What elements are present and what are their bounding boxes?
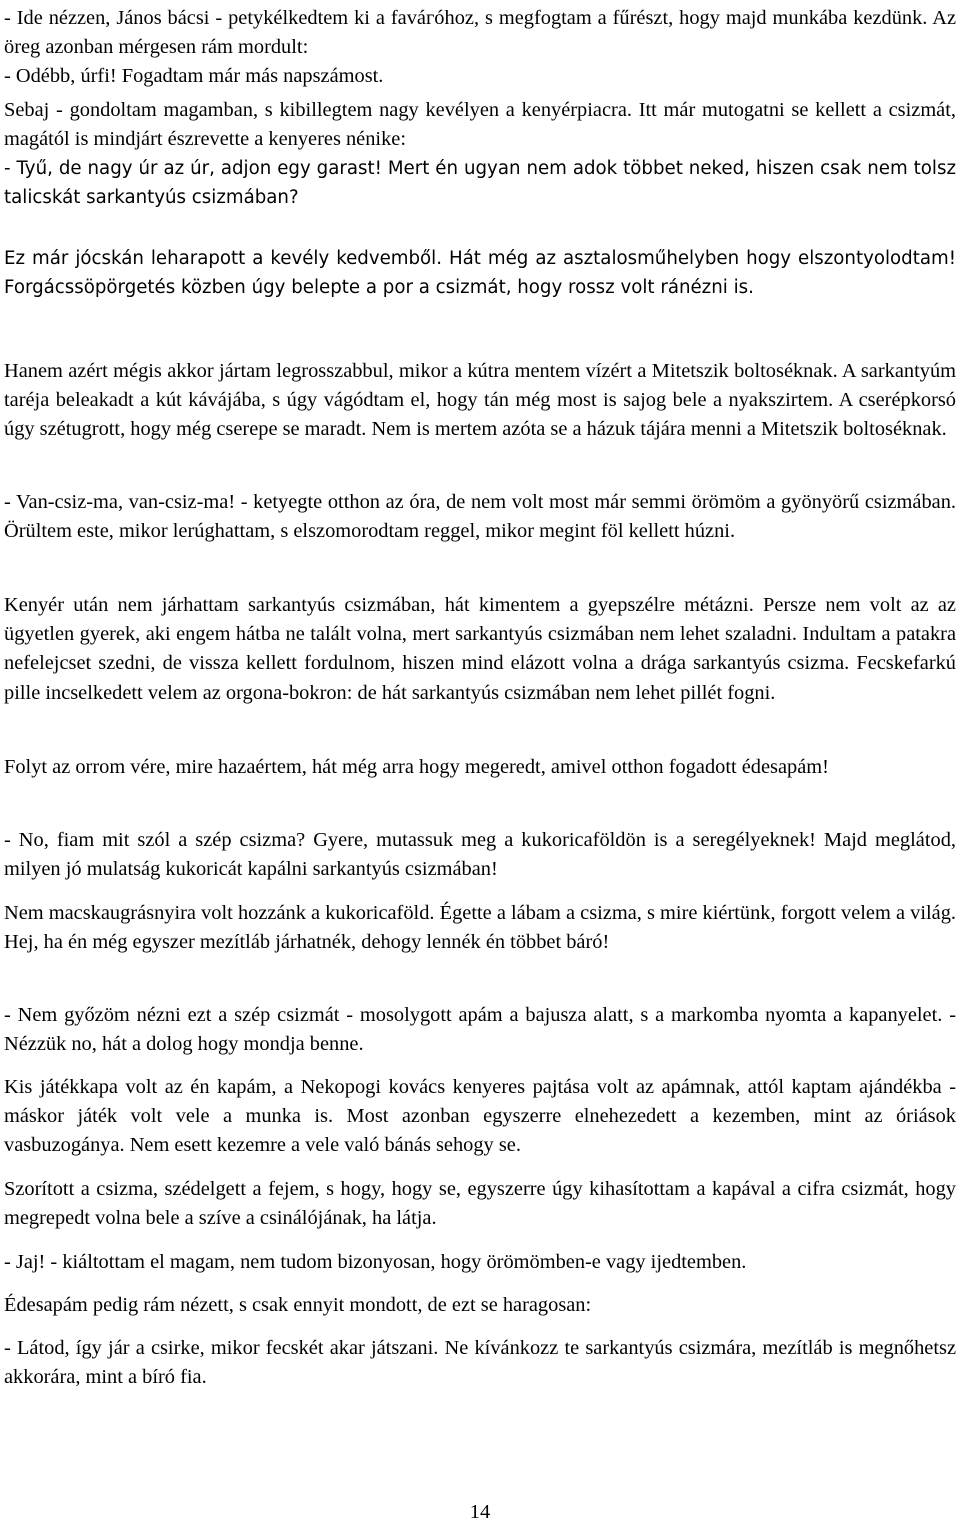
page-number: 14 bbox=[469, 1501, 491, 1523]
paragraph-16: Édesapám pedig rám nézett, s csak ennyit mondott, de ezt se haragosan: bbox=[4, 1294, 592, 1316]
paragraph-14: Szorított a csizma, szédelgett a fejem, s hogy, hogy se, egyszerre úgy kihasítottam a kapával a cifra csizmát, hogy megrepedt volna bele a szíve a csinálójának, ha látja. bbox=[4, 1178, 956, 1230]
paragraph-12: - Nem győzöm nézni ezt a szép csizmát - mosolygott apám a bajusza alatt, s a markomba nyomta a kapanyelet. - Nézzük no, hát a dolog hogy mondja benne. bbox=[4, 1004, 956, 1056]
paragraph-17: - Látod, így jár a csirke, mikor fecskét akar játszani. Ne kívánkozz te sarkantyús csizmára, mezítláb is megnőhetsz akkorára, mint a bíró fia. bbox=[4, 1337, 956, 1389]
paragraph-2: - Odébb, úrfi! Fogadtam már más napszámost. bbox=[4, 65, 384, 87]
paragraph-11: Nem macskaugrásnyira volt hozzánk a kukoricaföld. Égette a lábam a csizma, s mire kiértünk, forgott velem a világ. Hej, ha én még egyszer mezítláb járhatnék, dehogy lennék én többet báró! bbox=[4, 902, 956, 954]
paragraph-6: Hanem azért mégis akkor jártam legrosszabbul, mikor a kútra mentem vízért a Mitetszik boltoséknak. A sarkantyúm taréja beleakadt a kút káváјába, s úgy vágódtam el, hogy tán még most is sajog bele a nyakszirtem. A cserépkorsó úgy szétugrott, hogy még cserepe se maradt. Nem is mertem azóta se a házuk tájára menni a Mitetszik boltoséknak. bbox=[4, 360, 956, 441]
paragraph-13: Kis játékkapa volt az én kapám, a Nekopogi kovács kenyeres pajtása volt az apámnak, attól kaptam ajándékba - máskor játék volt vele a munka is. Most azonban egyszerre elnehezedett a kezemben, mint az óriások vasbuzogánya. Nem esett kezemre a vele való bánás sehogy se. bbox=[4, 1076, 956, 1157]
paragraph-1: - Ide nézzen, János bácsi - petykélkedtem ki a faváгóhoz, s megfogtam a fűrészt, hogy majd munkába kezdünk. Az öreg azonban mérgesen rám mordult: bbox=[4, 7, 956, 59]
paragraph-8: Kenyér után nem járhattam sarkantyús csizmában, hát kimentem a gyepszélre métázni. Persze nem volt az az ügyetlen gyerek, aki engem hátba ne talált volna, mert sarkantyús csizmában nem lehet szaladni. Indultam a patakra nefelejcset szedni, de vissza kellett fordulnom, hiszen mind elázott volna a drága sarkantyús csizma. Fecskefarkú pille incselkedett velem az orgona-bokron: de hát sarkantyús csizmában nem lehet pillét fogni. bbox=[4, 594, 956, 704]
paragraph-15: - Jaj! - kiáltottam el magam, nem tudom bizonyosan, hogy örömömben-e vagy ijedtemben. bbox=[4, 1251, 747, 1273]
paragraph-4: - Tyű, de nagy úr az úr, adjon egy garast! Mert én ugyan nem adok többet neked, hiszen csak nem tolsz talicskát sarkantyús csizmában? bbox=[4, 158, 956, 209]
paragraph-10: - No, fiam mit szól a szép csizma? Gyere, mutassuk meg a kukoricaföldön is a seregélyeknek! Majd meglátod, milyen jó mulatság kukoricát kapálni sarkantyús csizmában! bbox=[4, 829, 956, 881]
paragraph-7: - Van-csiz-ma, van-csiz-ma! - ketyegte otthon az óra, de nem volt most már semmi örömöm a gyönyörű csizmában. Örültem este, mikor lerúghattam, s elszomorodtam reggel, mikor megint föl kellett húzni. bbox=[4, 491, 956, 543]
paragraph-3: Sebaj - gondoltam magamban, s kibillegtem nagy kevélyen a kenyérpiacra. Itt már mutogatni se kellett a csizmát, magától is mindjárt észrevette a kenyeres nénike: bbox=[4, 99, 956, 151]
paragraph-5: Ez már jócskán leharapott a kevély kedvemből. Hát még az asztalosműhelyben hogy elszontyolodtam! Forgácssöpörgetés közben úgy belepte a por a csizmát, hogy rossz volt ránézni is. bbox=[4, 248, 956, 299]
paragraph-9: Folyt az orrom vére, mire hazaértem, hát még arra hogy megeredt, amivel otthon fogadott édesapám! bbox=[4, 756, 829, 778]
